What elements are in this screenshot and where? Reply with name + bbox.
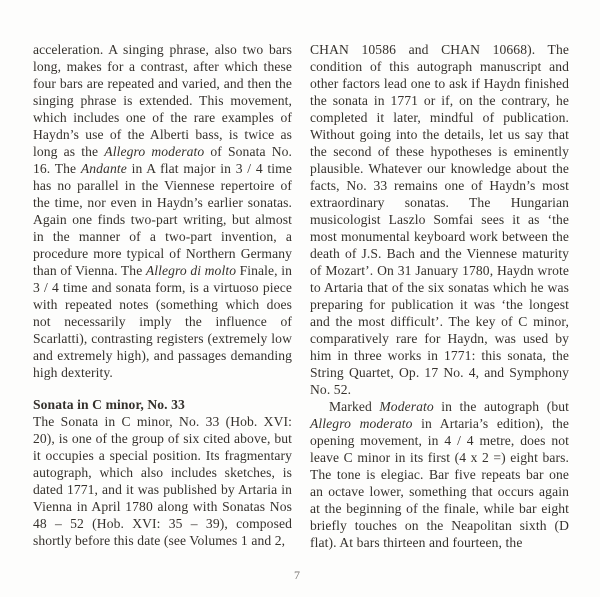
body-paragraph (33, 41, 292, 381)
italic-term: Moderato (379, 399, 434, 414)
bold-text: Sonata in C minor, No. 33 (33, 397, 185, 412)
italic-term: Andante (80, 161, 127, 176)
text-run: Finale, in 3 / 4 time and sonata form, is a virtuoso piece with repeated notes (something which does not necessarily imply the influence of Scarlatti), contrasting registers (extremely low and extremely high), and passages demanding high dexterity. (33, 263, 292, 380)
text-run: Marked (329, 399, 380, 414)
body-paragraph (310, 41, 569, 398)
page-number: 7 (294, 568, 300, 582)
section-heading (33, 396, 292, 413)
text-run: in the autograph (but (433, 399, 569, 414)
right-column (310, 41, 569, 551)
text-run: acceleration. A singing phrase, also two bars long, makes for a contrast, after which these four bars are repeated and varied, and then the singing phrase is extended. This movement, which includes one of the rare examples of Haydn’s use of the Alberti bass, is twice as long as the (33, 42, 292, 159)
text-run: in A flat major in 3 / 4 time has no parallel in the Viennese repertoire of the time, nor even in Haydn’s earlier sonatas. Again one finds two-part writing, but almost in the manner of a two-part invention, a procedure more typical of Northern Germany than of Vienna. The (33, 161, 292, 278)
italic-term: Allegro di molto (145, 263, 237, 278)
body-paragraph (33, 413, 292, 549)
italic-term: Allegro moderato (104, 144, 205, 159)
text-run: The Sonata in C minor, No. 33 (Hob. XVI: 20), is one of the group of six cited above, but it occupies a special position. Its fragmentary autograph, which also includes sketches, is dated 1771, and it was published by Artaria in Vienna in April 1780 along with Sonatas Nos 48 – 52 (Hob. XVI: 35 – 39), composed shortly before this date (see Volumes 1 and 2, (33, 414, 292, 548)
text-run: CHAN 10586 and CHAN 10668). The condition of this autograph manuscript and other factors lead one to ask if Haydn finished the sonata in 1771 or if, on the contrary, he completed it later, mindful of publication. Without going into the details, let us say that the second of these hypotheses is eminently plausible. Whatever our knowledge about the facts, No. 33 remains one of Haydn’s most extraordinary sonatas. The Hungarian musicologist Laszlo Somfai sees it as ‘the most monumental keyboard work between the death of J.S. Bach and the Viennese maturity of Mozart’. On 31 January 1780, Haydn wrote to Artaria that of the six sonatas which he was preparing for publication it was ‘the longest and the most difficult’. The key of C minor, comparatively rare for Haydn, was used by him in three works in 1771: this sonata, the String Quartet, Op. 17 No. 4, and Symphony No. 52. (310, 42, 569, 397)
text-run: in Artaria’s edition), the opening movement, in 4 / 4 metre, does not leave C minor in its first (4 x 2 =) eight bars. The tone is elegiac. Bar five repeats bar one an octave lower, something that occurs again at the beginning of the finale, while bar eight briefly touches on the Neapolitan sixth (D flat). At bars thirteen and fourteen, the (310, 416, 570, 550)
left-column (33, 41, 292, 551)
italic-term: Allegro moderato (310, 416, 413, 431)
text-columns (33, 41, 569, 551)
text-run: of Sonata No. 16. The (33, 144, 293, 176)
body-paragraph (310, 398, 569, 551)
